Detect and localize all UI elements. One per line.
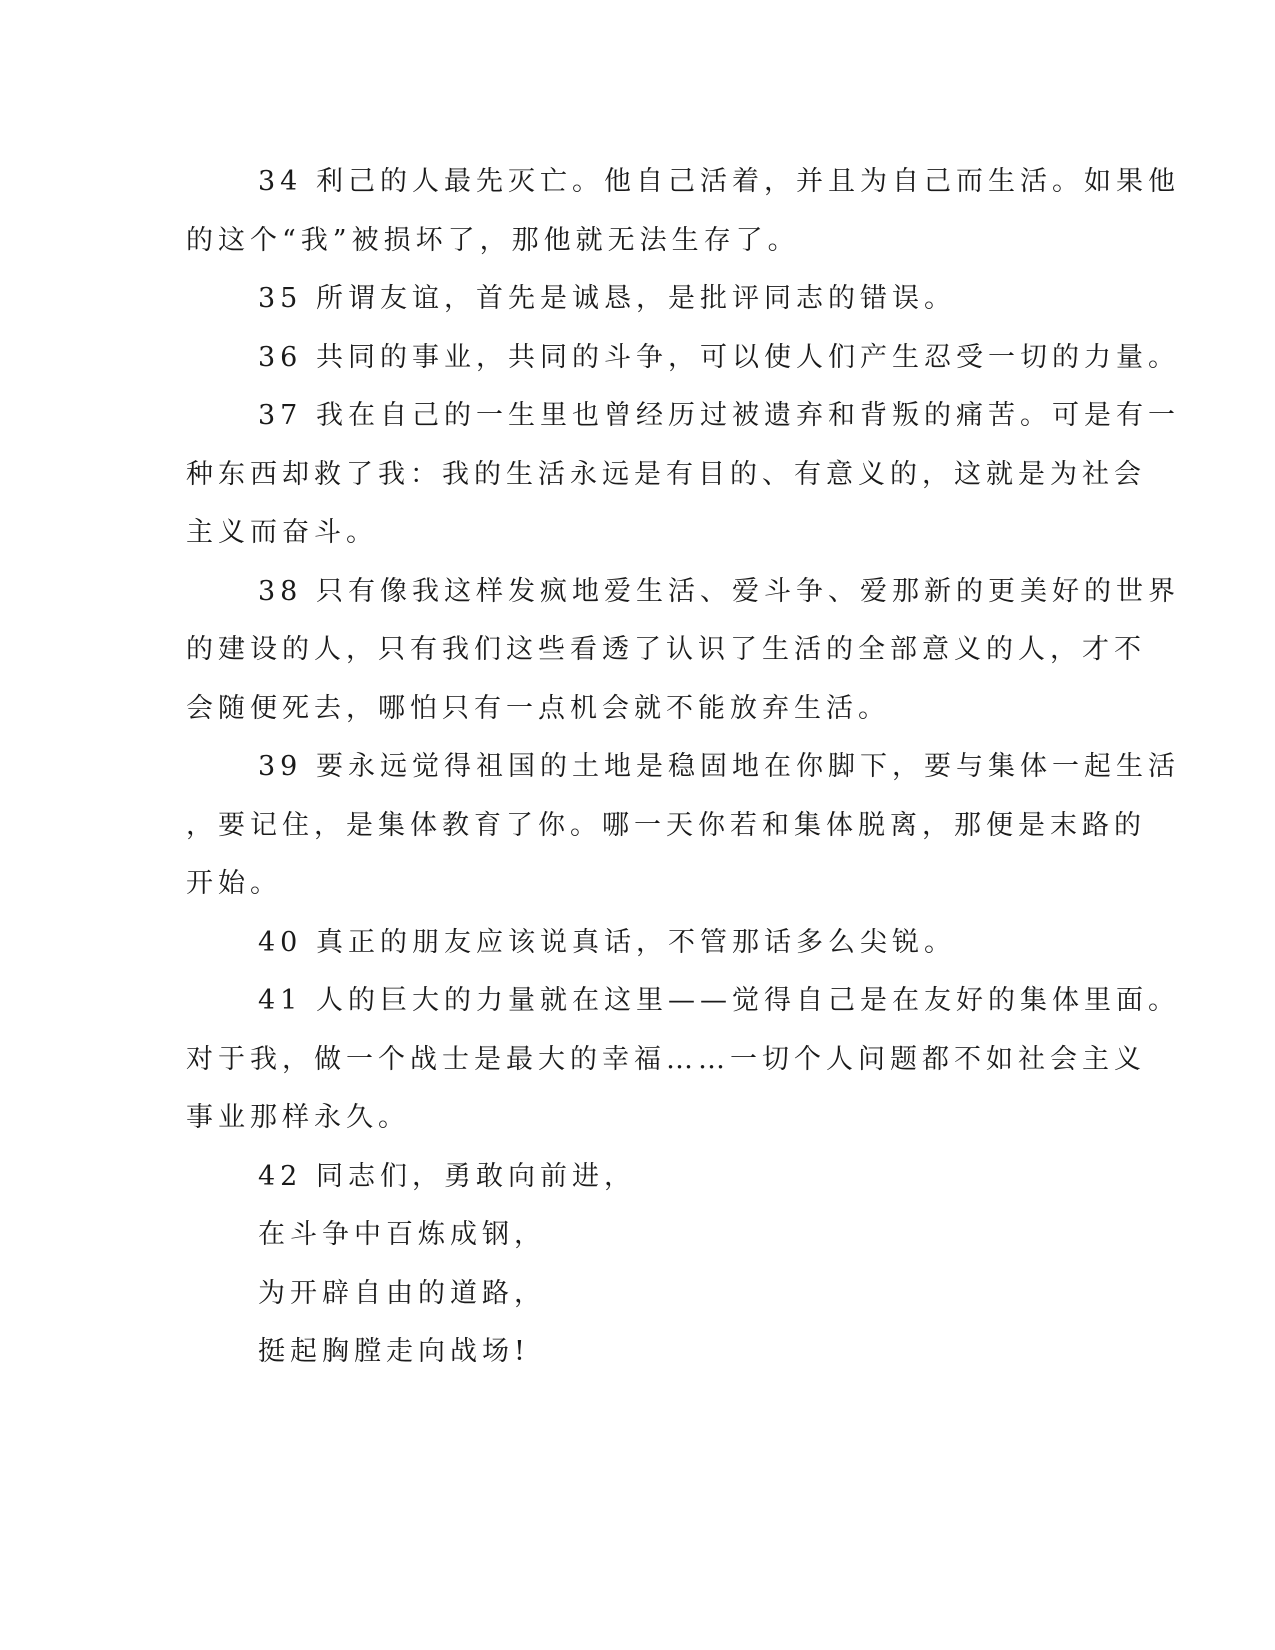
paragraph-38-line-1: 38 只有像我这样发疯地爱生活、爱斗争、爱那新的更美好的世界 [258, 576, 1180, 607]
paragraph-39-line-1: 39 要永远觉得祖国的土地是稳固地在你脚下，要与集体一起生活 [258, 751, 1180, 782]
poem-line-4: 挺起胸膛走向战场! [258, 1336, 530, 1367]
paragraph-41-line-3: 事业那样永久。 [186, 1102, 410, 1133]
paragraph-41-line-1: 41 人的巨大的力量就在这里——觉得自己是在友好的集体里面。 [258, 985, 1180, 1016]
poem-line-1: 42 同志们，勇敢向前进， [258, 1161, 636, 1192]
paragraph-41-line-2: 对于我，做一个战士是最大的幸福……一切个人问题都不如社会主义 [186, 1044, 1146, 1075]
paragraph-35-line-1: 35 所谓友谊，首先是诚恳，是批评同志的错误。 [258, 283, 956, 314]
paragraph-38-line-2: 的建设的人，只有我们这些看透了认识了生活的全部意义的人，才不 [186, 634, 1146, 665]
paragraph-39-line-3: 开始。 [186, 868, 282, 899]
paragraph-38-line-3: 会随便死去，哪怕只有一点机会就不能放弃生活。 [186, 693, 890, 724]
paragraph-36-line-1: 36 共同的事业，共同的斗争，可以使人们产生忍受一切的力量。 [258, 342, 1180, 373]
poem-line-3: 为开辟自由的道路， [258, 1278, 546, 1309]
paragraph-37-line-3: 主义而奋斗。 [186, 517, 378, 548]
poem-line-2: 在斗争中百炼成钢， [258, 1219, 546, 1250]
paragraph-37-line-1: 37 我在自己的一生里也曾经历过被遗弃和背叛的痛苦。可是有一 [258, 400, 1180, 431]
paragraph-37-line-2: 种东西却救了我：我的生活永远是有目的、有意义的，这就是为社会 [186, 459, 1146, 490]
paragraph-34-line-1: 34 利己的人最先灭亡。他自己活着，并且为自己而生活。如果他 [258, 166, 1180, 197]
paragraph-34-line-2: 的这个“我”被损坏了，那他就无法生存了。 [186, 225, 800, 256]
paragraph-39-line-2: ，要记住，是集体教育了你。哪一天你若和集体脱离，那便是末路的 [186, 810, 1146, 841]
paragraph-40-line-1: 40 真正的朋友应该说真话，不管那话多么尖锐。 [258, 927, 956, 958]
